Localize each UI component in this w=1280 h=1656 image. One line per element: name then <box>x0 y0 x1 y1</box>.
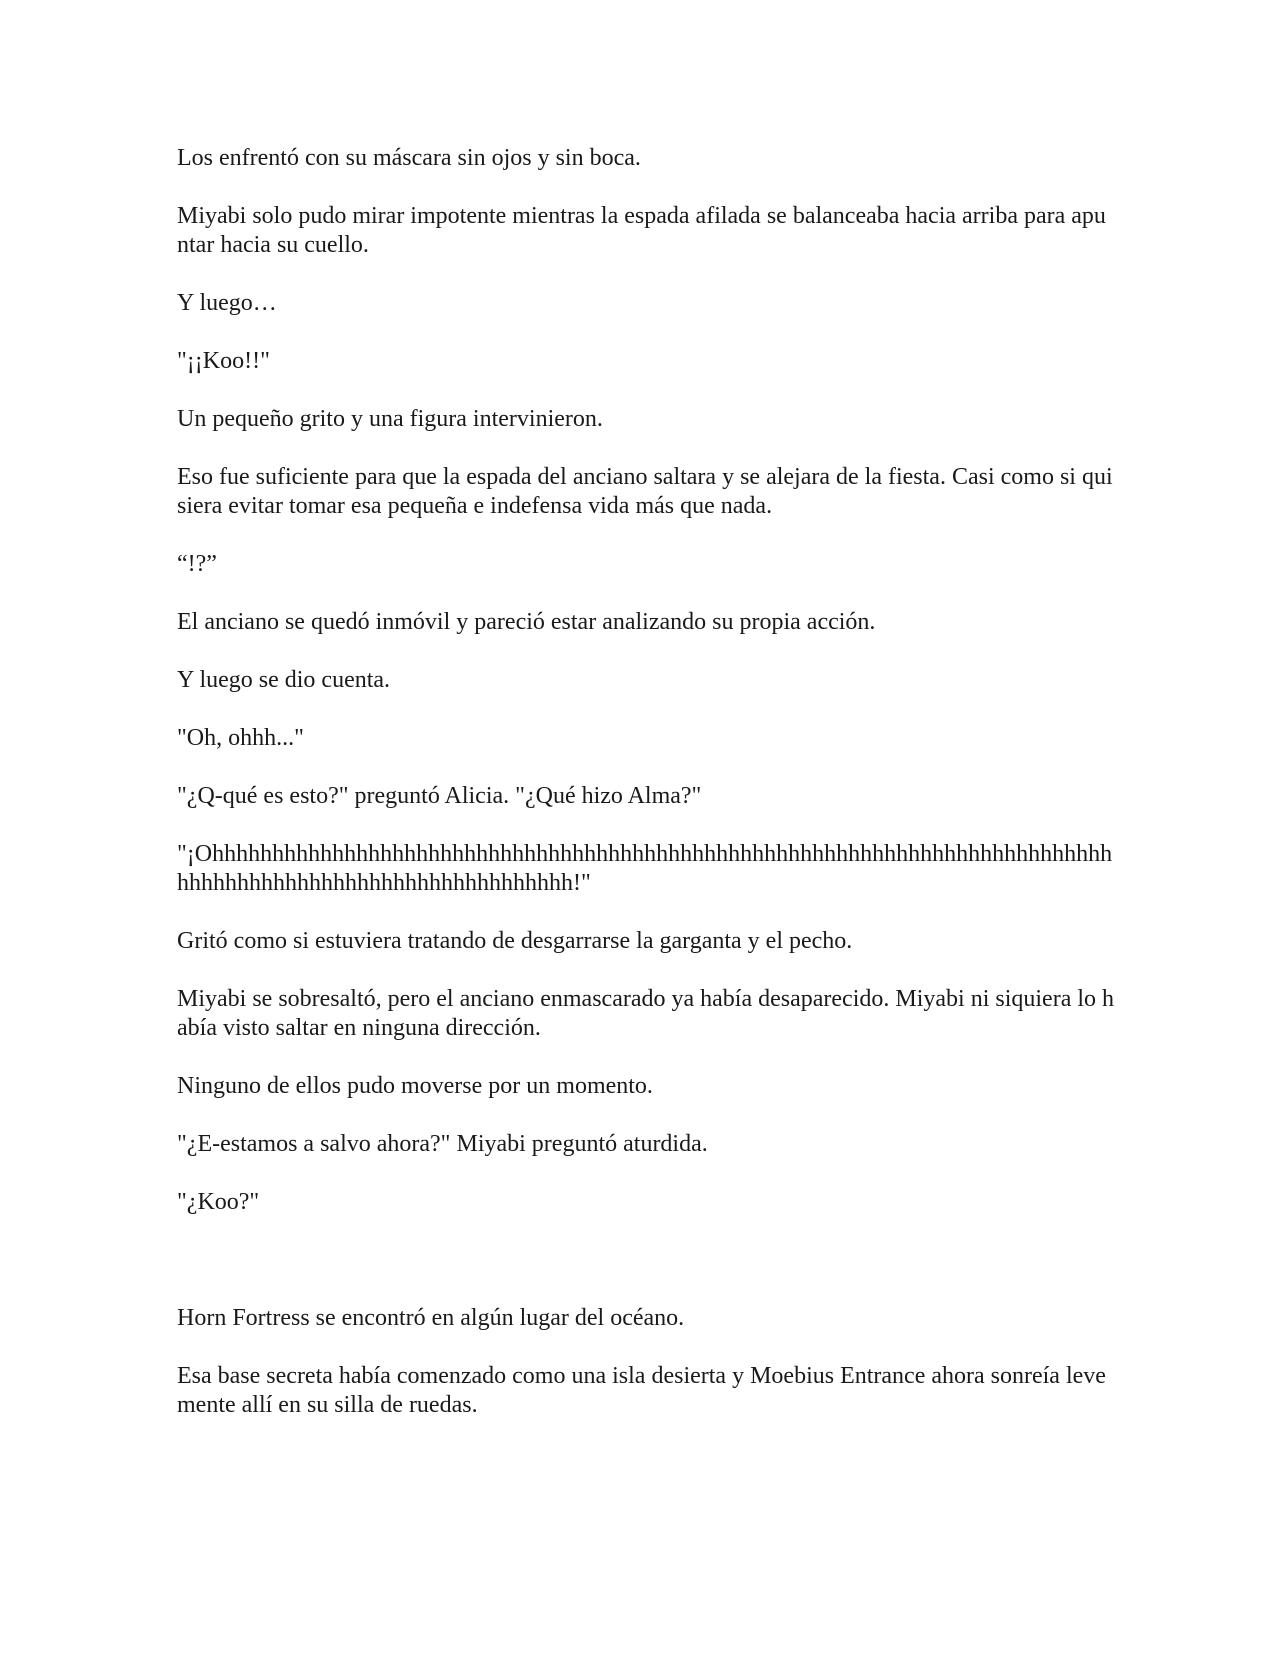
paragraph: Y luego… <box>177 290 277 316</box>
section-break <box>177 1246 1117 1304</box>
paragraph: "¿Q-qué es esto?" preguntó Alicia. "¿Qué hizo Alma?" <box>177 783 702 809</box>
paragraph: Eso fue suficiente para que la espada del anciano saltara y se alejara de la fiesta. Casi como si quisiera evitar tomar esa pequeña e indefensa vida más que nada. <box>177 464 1113 519</box>
paragraph: Gritó como si estuviera tratando de desgarrarse la garganta y el pecho. <box>177 928 853 954</box>
paragraph: Un pequeño grito y una figura intervinieron. <box>177 406 603 432</box>
paragraph: Esa base secreta había comenzado como una isla desierta y Moebius Entrance ahora sonreía levemente allí en su silla de ruedas. <box>177 1363 1106 1418</box>
paragraph: Horn Fortress se encontró en algún lugar del océano. <box>177 1305 685 1331</box>
paragraph: Y luego se dio cuenta. <box>177 667 391 693</box>
paragraph: "¡Ohhhhhhhhhhhhhhhhhhhhhhhhhhhhhhhhhhhhhhhhhhhhhhhhhhhhhhhhhhhhhhhhhhhhhhhhhhhhhhhhhhhhhhhhhhhhhhhhhhhhhhhhhhhh!" <box>177 841 1113 896</box>
paragraph: "¿Koo?" <box>177 1189 260 1215</box>
paragraph: El anciano se quedó inmóvil y pareció estar analizando su propia acción. <box>177 609 876 635</box>
paragraph: "¿E-estamos a salvo ahora?" Miyabi preguntó aturdida. <box>177 1131 708 1157</box>
paragraph: "Oh, ohhh..." <box>177 725 304 751</box>
paragraph: “!?” <box>177 551 217 577</box>
paragraph: "¡¡Koo!!" <box>177 348 270 374</box>
paragraph: Miyabi se sobresaltó, pero el anciano enmascarado ya había desaparecido. Miyabi ni siquiera lo había visto saltar en ninguna dirección. <box>177 986 1115 1041</box>
paragraph: Los enfrentó con su máscara sin ojos y sin boca. <box>177 145 641 171</box>
paragraph: Miyabi solo pudo mirar impotente mientras la espada afilada se balanceaba hacia arriba para apuntar hacia su cuello. <box>177 203 1106 258</box>
paragraph: Ninguno de ellos pudo moverse por un momento. <box>177 1073 653 1099</box>
document-body <box>177 144 1117 1449</box>
